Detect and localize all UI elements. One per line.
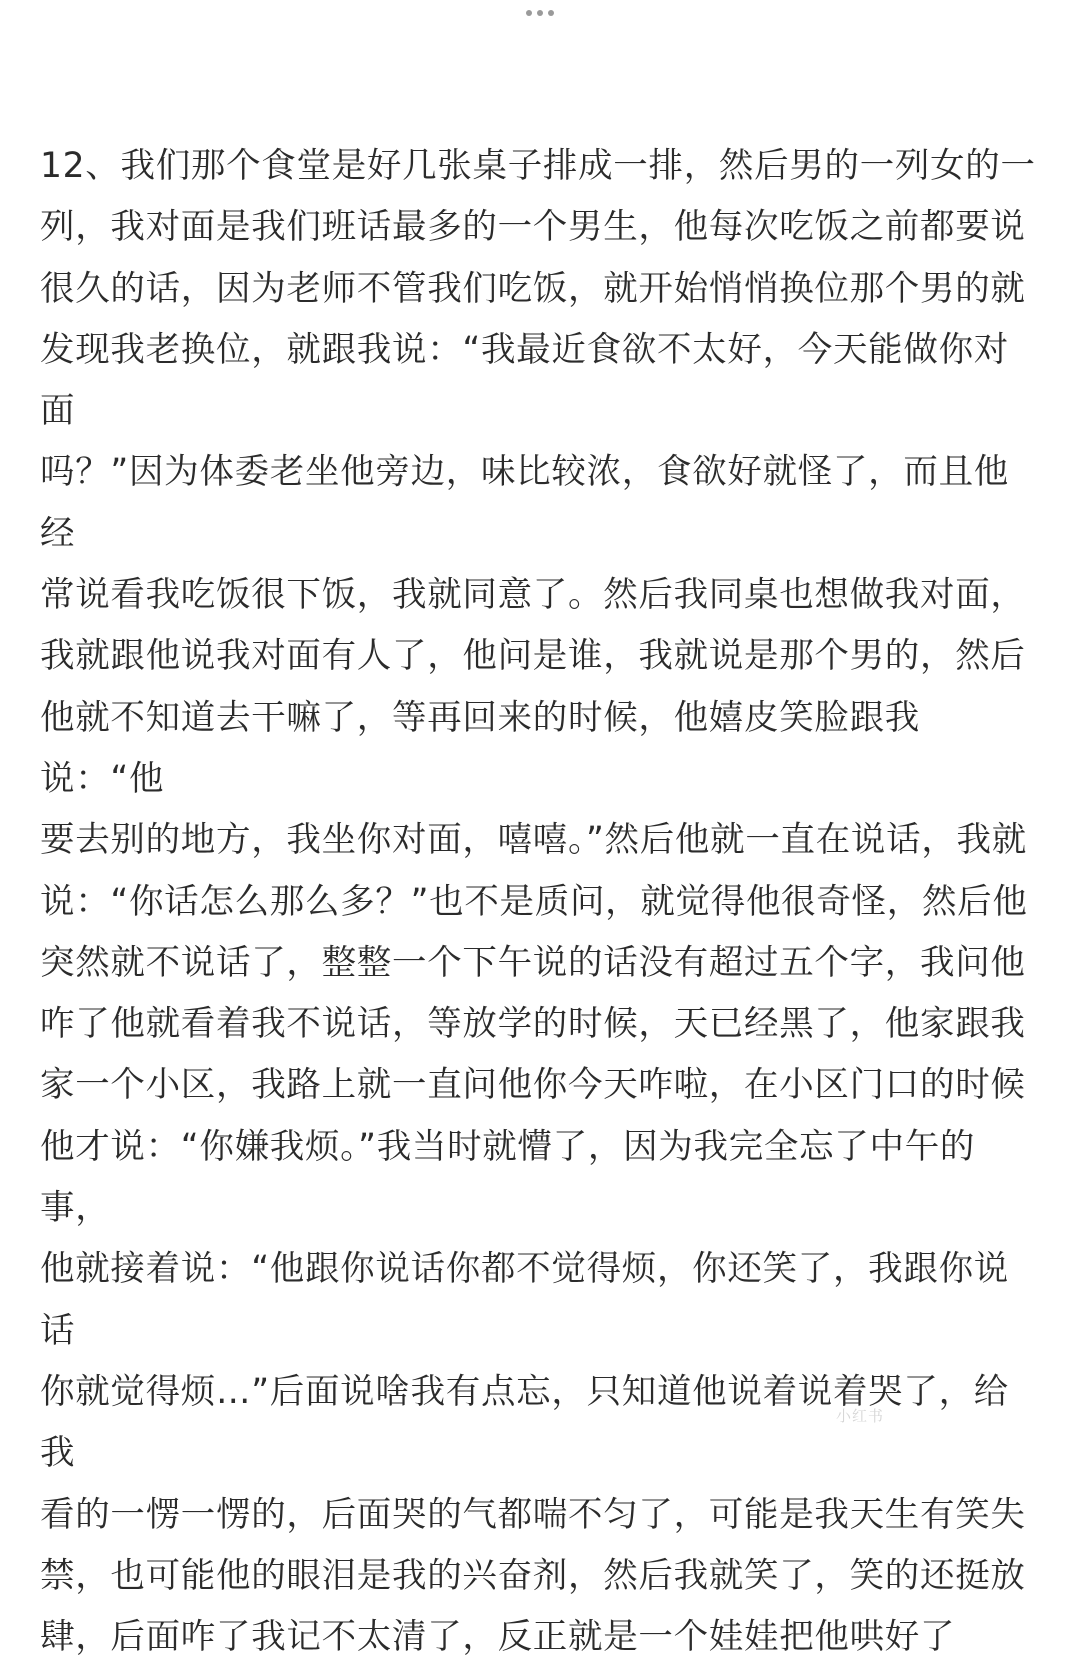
- more-dots-icon[interactable]: [526, 9, 554, 17]
- watermark-text: 小红书: [835, 1407, 884, 1425]
- note-body-text: 12、我们那个食堂是好几张桌子排成一排，然后男的一列女的一 列，我对面是我们班话最多的一个男生，他每次吃饭之前都要说 很久的话，因为老师不管我们吃饭，就开始悄悄换位那个男的就 发现我老换位，就跟我说：“我最近食欲不太好，今天能做你对面 吗？”因为体委老坐他旁边，味比较浓，食欲好就怪了，而且他经 常说看我吃饭很下饭，我就同意了。然后我同桌也想做我对面， 我就跟他说我对面有人了，他问是谁，我就说是那个男的，然后 他就不知道去干嘛了，等再回来的时候，他嬉皮笑脸跟我说：“他 要去别的地方，我坐你对面，嘻嘻。”然后他就一直在说话，我就 说：“你话怎么那么多？”也不是质问，就觉得他很奇怪，然后他 突然就不说话了，整整一个下午说的话没有超过五个字，我问他 咋了他就看着我不说话，等放学的时候，天已经黑了，他家跟我 家一个小区，我路上就一直问他你今天咋啦，在小区门口的时候 他才说：“你嫌我烦。”我当时就懵了，因为我完全忘了中午的事， 他就接着说：“他跟你说话你都不觉得烦，你还笑了，我跟你说话 你就觉得烦…”后面说啥我有点忘，只知道他说着说着哭了，给我 看的一愣一愣的，后面哭的气都喘不匀了，可能是我天生有笑失 禁，也可能他的眼泪是我的兴奋剂，然后我就笑了，笑的还挺放 肆，后面咋了我记不太清了，反正就是一个娃娃把他哄好了: [40, 146, 1036, 1658]
- dot: [537, 10, 543, 16]
- dot: [526, 10, 532, 16]
- dot: [548, 10, 554, 16]
